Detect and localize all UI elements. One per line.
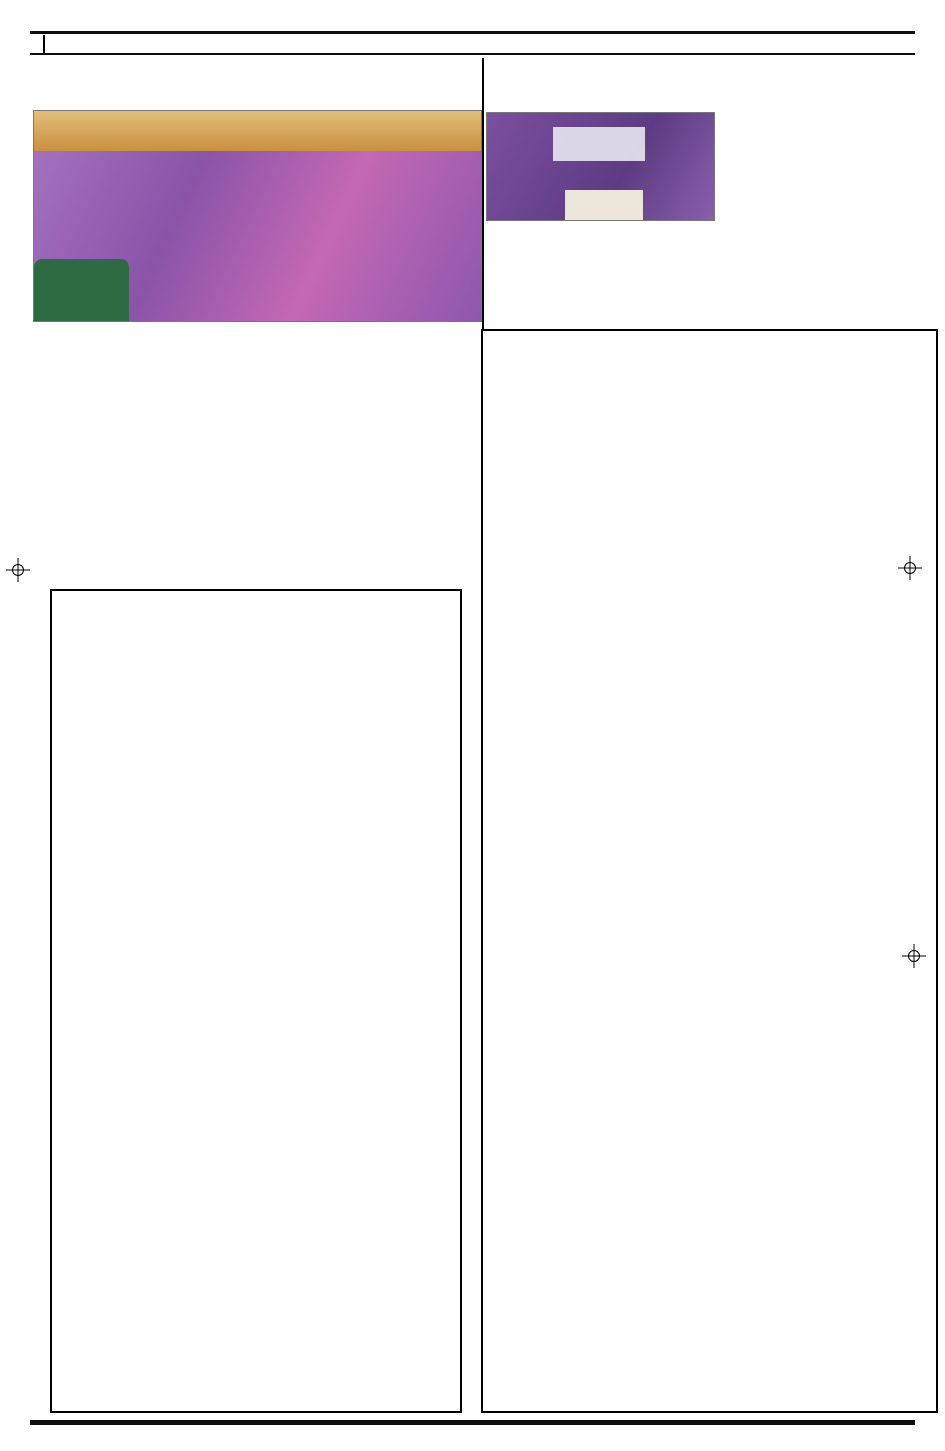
column-divider <box>482 58 484 329</box>
photo-stage-prop <box>34 259 129 321</box>
registration-mark <box>898 556 922 580</box>
top-rule <box>30 31 915 34</box>
masthead-divider <box>43 35 45 55</box>
photo-banner <box>553 127 645 161</box>
registration-mark <box>902 944 926 968</box>
photo-banner-text <box>34 111 481 151</box>
left-article-body <box>33 339 480 610</box>
bottom-rule <box>30 1420 915 1425</box>
left-article-photo <box>33 110 482 322</box>
land-acquisition-notice-right <box>481 329 938 1413</box>
right-article-column-b <box>718 113 938 329</box>
photo-table <box>565 190 643 220</box>
right-article-column-a <box>486 237 713 327</box>
right-article-photo <box>486 112 715 221</box>
land-acquisition-notice-left <box>50 589 462 1413</box>
masthead <box>30 35 915 55</box>
masthead-rule <box>30 53 915 55</box>
registration-mark <box>6 558 30 582</box>
